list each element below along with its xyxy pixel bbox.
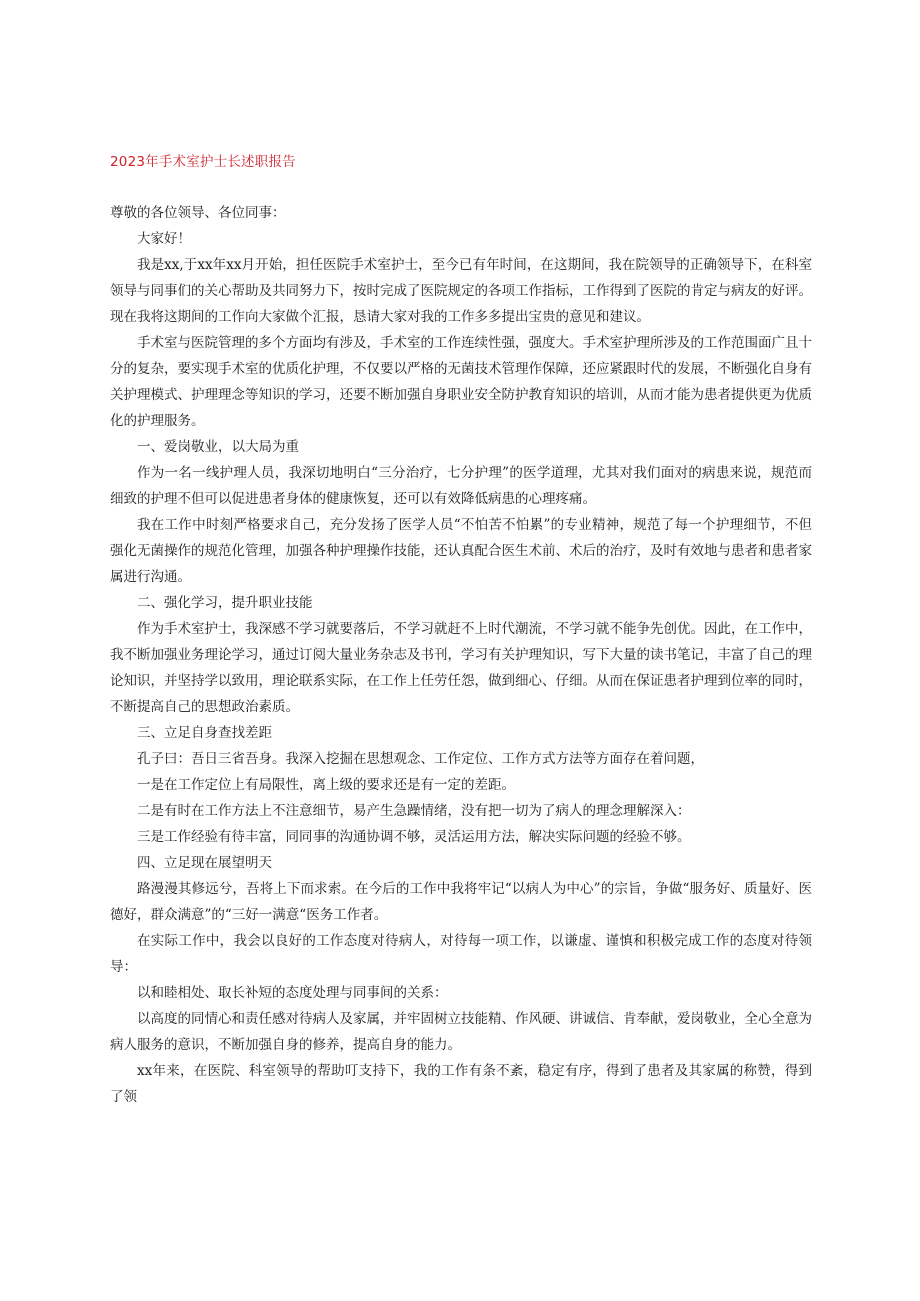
salutation: 尊敬的各位领导、各位同事： (110, 205, 286, 221)
paragraph-overview: 手术室与医院管理的多个方面均有涉及，手术室的工作连续性强，强度大。手术室护理所涉及的工作范围面广且十分的复杂，要实现手术室的优质化护理，不仅要以严格的无菌技术管理作保障，还应紧跟时代的发展，不断强化自身有关护理模式、护理理念等知识的学习，还要不断加强自身职业安全防护教育知识的培训，从而才能为患者提供更为优质化的护理服务。 (110, 335, 812, 429)
document-title: 2023年手术室护士长述职报告 (110, 154, 296, 170)
document-body (110, 200, 812, 1110)
paragraph: 在实际工作中，我会以良好的工作态度对待病人，对待每一项工作，以谦虚、谨慎和积极完成工作的态度对待领导： (110, 933, 812, 975)
list-item: 二是有时在工作方法上不注意细节，易产生急躁情绪，没有把一切为了病人的理念理解深入： (137, 803, 691, 819)
paragraph: 作为手术室护士，我深感不学习就要落后，不学习就赶不上时代潮流，不学习就不能争先创优。因此，在工作中，我不断加强业务理论学习，通过订阅大量业务杂志及书刊，学习有关护理知识，写下大量的读书笔记，丰富了自己的理论知识，并坚持学以致用，理论联系实际，在工作上任劳任怨，做到细心、仔细。从而在保证患者护理到位率的同时，不断提高自己的思想政治素质。 (110, 621, 812, 715)
paragraph-closing: xx年来，在医院、科室领导的帮助叮支持下，我的工作有条不紊，稳定有序，得到了患者及其家属的称赞，得到了领 (110, 1063, 812, 1105)
list-item: 一是在工作定位上有局限性，离上级的要求还是有一定的差距。 (137, 777, 515, 793)
section-heading-4: 四、立足现在展望明天 (137, 855, 272, 871)
greeting: 大家好！ (137, 231, 191, 247)
paragraph: 路漫漫其修远兮，吾将上下而求索。在今后的工作中我将牢记“以病人为中心”的宗旨，争做“服务好、质量好、医德好，群众满意”的“三好一满意“医务工作者。 (110, 881, 812, 923)
paragraph: 孔子曰：吾日三省吾身。我深入挖掘在思想观念、工作定位、工作方式方法等方面存在着问题， (137, 751, 704, 767)
paragraph: 以高度的同情心和责任感对待病人及家属，并牢固树立技能精、作风硬、讲诚信、肯奉献，爱岗敬业，全心全意为病人服务的意识，不断加强自身的修养，提高自身的能力。 (110, 1011, 812, 1053)
section-heading-2: 二、强化学习，提升职业技能 (137, 595, 313, 611)
list-item: 三是工作经验有待丰富，同同事的沟通协调不够，灵活运用方法，解决实际问题的经验不够。 (137, 829, 691, 845)
section-heading-3: 三、立足自身查找差距 (137, 725, 272, 741)
paragraph: 以和睦相处、取长补短的态度处理与同事间的关系： (137, 985, 448, 1001)
paragraph: 作为一名一线护理人员，我深切地明白“三分治疗，七分护理”的医学道理，尤其对我们面对的病患来说，规范而细致的护理不但可以促进患者身体的健康恢复，还可以有效降低病患的心理疼痛。 (110, 465, 812, 507)
paragraph-intro: 我是xx,于xx年xx月开始，担任医院手术室护士，至今已有年时间，在这期间，我在院领导的正确领导下，在科室领导与同事们的关心帮助及共同努力下，按时完成了医院规定的各项工作指标，工作得到了医院的肯定与病友的好评。现在我将这期间的工作向大家做个汇报，恳请大家对我的工作多多提出宝贵的意见和建议。 (110, 257, 812, 325)
section-heading-1: 一、爱岗敬业，以大局为重 (137, 439, 299, 455)
paragraph: 我在工作中时刻严格要求自己，充分发扬了医学人员“不怕苦不怕累”的专业精神，规范了每一个护理细节，不但强化无菌操作的规范化管理，加强各种护理操作技能，还认真配合医生术前、术后的治疗，及时有效地与患者和患者家属进行沟通。 (110, 517, 812, 585)
